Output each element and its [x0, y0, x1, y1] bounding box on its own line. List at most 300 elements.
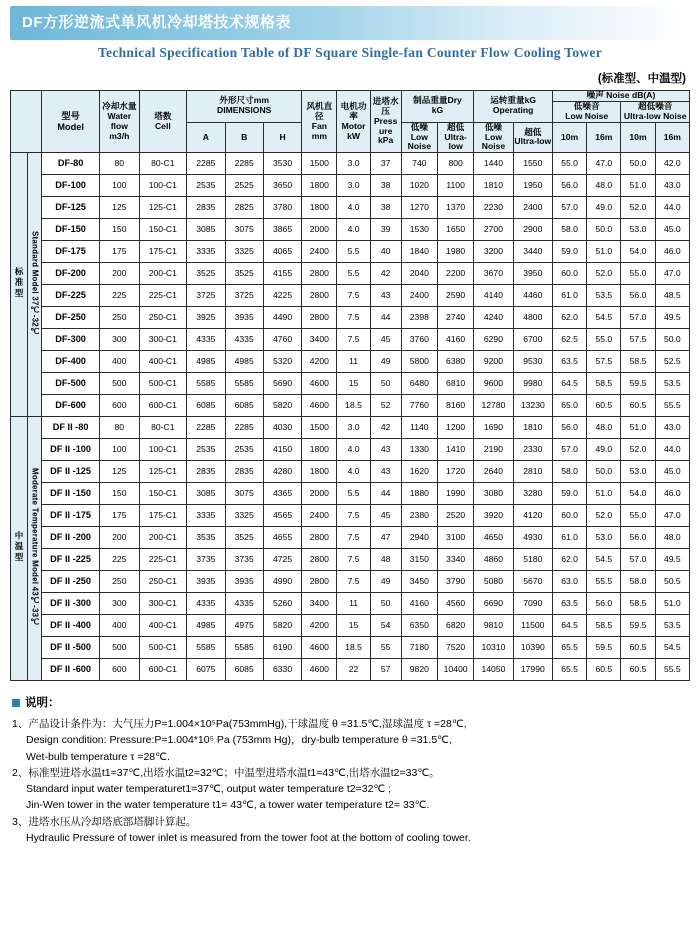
cell-motor-power: 7.5: [337, 329, 370, 351]
cell-op-low-noise: 3200: [474, 241, 513, 263]
cell-fan-diameter: 1800: [302, 461, 337, 483]
cell-dim-h: 5820: [263, 615, 301, 637]
table-row: [11, 329, 690, 351]
cell-inlet-pressure: 45: [370, 329, 401, 351]
cell-noise-ultra-10m: 60.5: [621, 637, 655, 659]
cell-noise-low-16m: 60.5: [587, 659, 621, 681]
cell-fan-diameter: 1800: [302, 197, 337, 219]
table-row: [11, 197, 690, 219]
cell-op-low-noise: 4860: [474, 549, 513, 571]
cell-noise-low-16m: 50.0: [587, 219, 621, 241]
cell-dim-a: 6075: [187, 659, 225, 681]
cell-noise-ultra-16m: 45.0: [655, 219, 689, 241]
cell-fan-diameter: 4600: [302, 659, 337, 681]
cell-op-low-noise: 4140: [474, 285, 513, 307]
table-row: [11, 351, 690, 373]
cell-noise-ultra-10m: 50.0: [621, 153, 655, 175]
cell-model: DF II -600: [42, 659, 100, 681]
cell-op-ultra-low: 1950: [513, 175, 552, 197]
cell-model: DF-100: [42, 175, 100, 197]
cell-noise-low-10m: 62.0: [553, 307, 587, 329]
cell-noise-ultra-10m: 55.0: [621, 263, 655, 285]
cell-model: DF-250: [42, 307, 100, 329]
cell-noise-ultra-10m: 57.0: [621, 549, 655, 571]
cell-dry-ultra-low: 7520: [437, 637, 473, 659]
cell-noise-low-16m: 54.5: [587, 549, 621, 571]
cell-op-low-noise: 14050: [474, 659, 513, 681]
cell-noise-low-10m: 64.5: [553, 373, 587, 395]
cell-op-low-noise: 1810: [474, 175, 513, 197]
header-op-low: 低噪 Low Noise: [474, 122, 513, 153]
cell-fan-diameter: 1500: [302, 417, 337, 439]
cell-fan-diameter: 1800: [302, 439, 337, 461]
cell-noise-ultra-10m: 51.0: [621, 175, 655, 197]
cell-dim-a: 3335: [187, 241, 225, 263]
table-row: [11, 153, 690, 175]
cell-inlet-pressure: 49: [370, 571, 401, 593]
cell-dim-h: 4990: [263, 571, 301, 593]
cell-dry-ultra-low: 8160: [437, 395, 473, 417]
cell-noise-ultra-10m: 57.5: [621, 329, 655, 351]
cell-noise-ultra-10m: 57.0: [621, 307, 655, 329]
cell-dim-h: 3780: [263, 197, 301, 219]
cell-model: DF-225: [42, 285, 100, 307]
table-row: [11, 527, 690, 549]
cell-dim-h: 5320: [263, 351, 301, 373]
note-line: Wet-bulb temperature τ =28℃.: [26, 750, 170, 763]
cell-dim-a: 5585: [187, 637, 225, 659]
cell-noise-ultra-16m: 54.5: [655, 637, 689, 659]
cell-noise-low-16m: 58.5: [587, 373, 621, 395]
cell-dry-ultra-low: 3100: [437, 527, 473, 549]
cell-noise-ultra-16m: 50.0: [655, 329, 689, 351]
cell-inlet-pressure: 52: [370, 395, 401, 417]
cell-water-flow: 125: [100, 461, 139, 483]
cell-water-flow: 500: [100, 373, 139, 395]
cell-noise-ultra-16m: 43.0: [655, 175, 689, 197]
cell-motor-power: 11: [337, 593, 370, 615]
cell-op-ultra-low: 13230: [513, 395, 552, 417]
cell-dim-b: 3935: [225, 571, 263, 593]
cell-dry-ultra-low: 6820: [437, 615, 473, 637]
cell-cell: 225-C1: [139, 285, 187, 307]
cell-dry-low-noise: 7760: [401, 395, 437, 417]
table-row: [11, 659, 690, 681]
cell-dim-b: 3075: [225, 219, 263, 241]
cell-op-low-noise: 6290: [474, 329, 513, 351]
header-cell: 塔数 Cell: [139, 91, 187, 153]
cell-motor-power: 15: [337, 615, 370, 637]
header-noise-ultra-10m: 10m: [621, 122, 655, 153]
cell-dim-b: 3735: [225, 549, 263, 571]
cell-noise-ultra-16m: 44.0: [655, 197, 689, 219]
header-op-ultra: 超低 Ultra-low: [513, 122, 552, 153]
cell-dry-low-noise: 2398: [401, 307, 437, 329]
cell-dry-low-noise: 1330: [401, 439, 437, 461]
header-noise-low-16m: 16m: [587, 122, 621, 153]
table-row: [11, 615, 690, 637]
cell-cell: 400-C1: [139, 351, 187, 373]
cell-motor-power: 7.5: [337, 307, 370, 329]
cell-fan-diameter: 2800: [302, 285, 337, 307]
cell-dry-ultra-low: 1370: [437, 197, 473, 219]
cell-noise-ultra-10m: 59.5: [621, 615, 655, 637]
cell-water-flow: 500: [100, 637, 139, 659]
cell-dim-a: 5585: [187, 373, 225, 395]
group-label-en: Moderate Temperature Model 43℃-33℃: [27, 417, 42, 681]
cell-dim-b: 3525: [225, 527, 263, 549]
cell-motor-power: 3.0: [337, 175, 370, 197]
cell-dry-low-noise: 3150: [401, 549, 437, 571]
cell-dry-ultra-low: 1990: [437, 483, 473, 505]
cell-cell: 500-C1: [139, 373, 187, 395]
cell-dry-ultra-low: 1410: [437, 439, 473, 461]
cell-inlet-pressure: 37: [370, 153, 401, 175]
cell-model: DF-400: [42, 351, 100, 373]
cell-model: DF II -300: [42, 593, 100, 615]
cell-dim-a: 3925: [187, 307, 225, 329]
header-model: 型号 Model: [42, 91, 100, 153]
table-row: [11, 417, 690, 439]
cell-inlet-pressure: 43: [370, 461, 401, 483]
cell-inlet-pressure: 40: [370, 241, 401, 263]
cell-fan-diameter: 4200: [302, 615, 337, 637]
cell-dry-ultra-low: 2200: [437, 263, 473, 285]
cell-inlet-pressure: 43: [370, 439, 401, 461]
cell-inlet-pressure: 50: [370, 373, 401, 395]
cell-noise-low-16m: 47.0: [587, 153, 621, 175]
header-noise-low-10m: 10m: [553, 122, 587, 153]
cell-noise-low-16m: 60.5: [587, 395, 621, 417]
cell-fan-diameter: 1500: [302, 153, 337, 175]
cell-motor-power: 7.5: [337, 505, 370, 527]
cell-dim-a: 3725: [187, 285, 225, 307]
cell-dim-a: 2535: [187, 175, 225, 197]
cell-dry-low-noise: 6480: [401, 373, 437, 395]
cell-op-ultra-low: 2810: [513, 461, 552, 483]
cell-model: DF II -175: [42, 505, 100, 527]
cell-dry-low-noise: 1840: [401, 241, 437, 263]
header-motor-power: 电机功率 Motor kW: [337, 91, 370, 153]
cell-op-low-noise: 2190: [474, 439, 513, 461]
table-row: [11, 439, 690, 461]
cell-fan-diameter: 2800: [302, 571, 337, 593]
cell-op-low-noise: 4650: [474, 527, 513, 549]
cell-inlet-pressure: 42: [370, 417, 401, 439]
cell-dim-a: 3085: [187, 219, 225, 241]
cell-noise-ultra-10m: 53.0: [621, 219, 655, 241]
cell-noise-ultra-16m: 45.0: [655, 461, 689, 483]
cell-dim-h: 4565: [263, 505, 301, 527]
cell-motor-power: 22: [337, 659, 370, 681]
cell-dim-a: 3525: [187, 263, 225, 285]
cell-motor-power: 7.5: [337, 285, 370, 307]
cell-water-flow: 250: [100, 571, 139, 593]
cell-cell: 80-C1: [139, 417, 187, 439]
cell-inlet-pressure: 44: [370, 483, 401, 505]
table-body: [11, 153, 690, 681]
cell-model: DF II -100: [42, 439, 100, 461]
cell-dim-h: 5260: [263, 593, 301, 615]
cell-inlet-pressure: 42: [370, 263, 401, 285]
cell-noise-ultra-10m: 53.0: [621, 461, 655, 483]
cell-motor-power: 7.5: [337, 527, 370, 549]
cell-dry-low-noise: 4160: [401, 593, 437, 615]
cell-noise-low-16m: 52.0: [587, 505, 621, 527]
cell-dim-b: 4335: [225, 329, 263, 351]
cell-noise-ultra-16m: 48.5: [655, 285, 689, 307]
cell-fan-diameter: 2000: [302, 483, 337, 505]
cell-noise-low-16m: 55.0: [587, 329, 621, 351]
cell-motor-power: 15: [337, 373, 370, 395]
cell-op-low-noise: 2230: [474, 197, 513, 219]
cell-noise-ultra-16m: 50.5: [655, 571, 689, 593]
cell-noise-low-10m: 55.0: [553, 153, 587, 175]
cell-dry-ultra-low: 1720: [437, 461, 473, 483]
cell-op-ultra-low: 6700: [513, 329, 552, 351]
cell-noise-low-16m: 48.0: [587, 417, 621, 439]
cell-motor-power: 11: [337, 351, 370, 373]
cell-cell: 100-C1: [139, 439, 187, 461]
cell-model: DF-300: [42, 329, 100, 351]
cell-dim-h: 6190: [263, 637, 301, 659]
cell-dry-ultra-low: 10400: [437, 659, 473, 681]
cell-dim-a: 3935: [187, 571, 225, 593]
cell-cell: 200-C1: [139, 263, 187, 285]
cell-inlet-pressure: 39: [370, 219, 401, 241]
cell-noise-low-10m: 64.5: [553, 615, 587, 637]
cell-dim-b: 3325: [225, 241, 263, 263]
cell-op-ultra-low: 7090: [513, 593, 552, 615]
cell-dim-a: 3085: [187, 483, 225, 505]
cell-fan-diameter: 2800: [302, 263, 337, 285]
cell-op-low-noise: 9810: [474, 615, 513, 637]
cell-dry-ultra-low: 4560: [437, 593, 473, 615]
cell-noise-low-16m: 51.0: [587, 241, 621, 263]
cell-op-low-noise: 9600: [474, 373, 513, 395]
cell-noise-ultra-16m: 51.0: [655, 593, 689, 615]
cell-noise-ultra-16m: 48.0: [655, 527, 689, 549]
cell-dim-b: 5585: [225, 637, 263, 659]
cell-water-flow: 400: [100, 615, 139, 637]
cell-noise-ultra-16m: 46.0: [655, 483, 689, 505]
cell-noise-low-16m: 51.0: [587, 483, 621, 505]
cell-op-low-noise: 1440: [474, 153, 513, 175]
table-row: [11, 395, 690, 417]
cell-fan-diameter: 3400: [302, 593, 337, 615]
cell-dim-b: 2285: [225, 417, 263, 439]
cell-dry-low-noise: 1020: [401, 175, 437, 197]
cell-inlet-pressure: 45: [370, 505, 401, 527]
page-title-en: Technical Specification Table of DF Square Single-fan Counter Flow Cooling Tower: [97, 45, 603, 60]
cell-fan-diameter: 2800: [302, 307, 337, 329]
cell-dim-h: 4365: [263, 483, 301, 505]
cell-op-low-noise: 3920: [474, 505, 513, 527]
cell-op-ultra-low: 2400: [513, 197, 552, 219]
cell-dim-a: 4985: [187, 615, 225, 637]
cell-dry-low-noise: 7180: [401, 637, 437, 659]
cell-noise-ultra-10m: 52.0: [621, 439, 655, 461]
cell-water-flow: 300: [100, 329, 139, 351]
cell-dry-low-noise: 3450: [401, 571, 437, 593]
cell-op-ultra-low: 2900: [513, 219, 552, 241]
cell-water-flow: 100: [100, 439, 139, 461]
cell-model: DF-150: [42, 219, 100, 241]
cell-dry-ultra-low: 2590: [437, 285, 473, 307]
notes-list: [12, 716, 690, 846]
cell-noise-ultra-10m: 60.5: [621, 659, 655, 681]
cell-noise-low-10m: 59.0: [553, 241, 587, 263]
note-line: 3、进塔水压从冷却塔底部塔脚计算起。: [12, 815, 197, 828]
cell-inlet-pressure: 43: [370, 285, 401, 307]
cell-dry-low-noise: 9820: [401, 659, 437, 681]
cell-dim-h: 4225: [263, 285, 301, 307]
cell-water-flow: 600: [100, 395, 139, 417]
cell-noise-low-10m: 59.0: [553, 483, 587, 505]
cell-noise-ultra-16m: 43.0: [655, 417, 689, 439]
cell-dim-b: 3725: [225, 285, 263, 307]
cell-cell: 125-C1: [139, 461, 187, 483]
cell-op-low-noise: 9200: [474, 351, 513, 373]
cell-noise-ultra-16m: 46.0: [655, 241, 689, 263]
cell-noise-low-16m: 49.0: [587, 439, 621, 461]
table-row: [11, 373, 690, 395]
cell-noise-ultra-10m: 55.0: [621, 505, 655, 527]
cell-water-flow: 300: [100, 593, 139, 615]
cell-noise-low-16m: 56.0: [587, 593, 621, 615]
cell-cell: 225-C1: [139, 549, 187, 571]
table-row: [11, 307, 690, 329]
cell-noise-low-10m: 61.0: [553, 285, 587, 307]
cell-dim-h: 3650: [263, 175, 301, 197]
header-noise-low: 低噪音 Low Noise: [553, 101, 621, 122]
cell-noise-ultra-16m: 55.5: [655, 659, 689, 681]
cell-noise-ultra-16m: 49.5: [655, 549, 689, 571]
cell-dry-low-noise: 2380: [401, 505, 437, 527]
cell-op-ultra-low: 4930: [513, 527, 552, 549]
group-label-cn: 标准型: [11, 153, 28, 417]
cell-dim-b: 3325: [225, 505, 263, 527]
cell-dry-low-noise: 5800: [401, 351, 437, 373]
cell-dim-a: 4335: [187, 593, 225, 615]
cell-op-ultra-low: 3950: [513, 263, 552, 285]
cell-dry-low-noise: 2040: [401, 263, 437, 285]
cell-noise-low-16m: 52.0: [587, 263, 621, 285]
cell-noise-low-16m: 50.0: [587, 461, 621, 483]
header-noise: 噪声 Noise dB(A): [553, 91, 690, 102]
cell-dim-h: 6330: [263, 659, 301, 681]
cell-inlet-pressure: 50: [370, 593, 401, 615]
cell-model: DF II -150: [42, 483, 100, 505]
cell-op-ultra-low: 1550: [513, 153, 552, 175]
type-note: (标准型、中温型): [597, 73, 686, 85]
cell-noise-low-10m: 63.0: [553, 571, 587, 593]
cell-dim-b: 2835: [225, 461, 263, 483]
cell-model: DF-600: [42, 395, 100, 417]
cell-dry-ultra-low: 2740: [437, 307, 473, 329]
cell-fan-diameter: 2800: [302, 527, 337, 549]
cell-model: DF-125: [42, 197, 100, 219]
cell-noise-ultra-10m: 58.0: [621, 571, 655, 593]
cell-noise-low-16m: 55.5: [587, 571, 621, 593]
cell-inlet-pressure: 44: [370, 307, 401, 329]
cell-water-flow: 80: [100, 417, 139, 439]
cell-dry-low-noise: 3760: [401, 329, 437, 351]
cell-noise-ultra-10m: 58.5: [621, 593, 655, 615]
cell-dim-b: 4985: [225, 351, 263, 373]
cell-noise-low-16m: 58.5: [587, 615, 621, 637]
header-noise-ultra-16m: 16m: [655, 122, 689, 153]
cell-noise-low-10m: 62.0: [553, 549, 587, 571]
header-dry-weight: 制品重量Dry kG: [401, 91, 474, 123]
cell-cell: 80-C1: [139, 153, 187, 175]
cell-dry-low-noise: 6350: [401, 615, 437, 637]
cell-dim-a: 2835: [187, 461, 225, 483]
cell-dry-ultra-low: 3790: [437, 571, 473, 593]
cell-op-low-noise: 6690: [474, 593, 513, 615]
cell-noise-low-16m: 57.5: [587, 351, 621, 373]
cell-motor-power: 4.0: [337, 219, 370, 241]
cell-fan-diameter: 3400: [302, 329, 337, 351]
cell-dim-b: 2535: [225, 439, 263, 461]
cell-dry-ultra-low: 3340: [437, 549, 473, 571]
cell-noise-ultra-10m: 56.0: [621, 527, 655, 549]
cell-cell: 300-C1: [139, 329, 187, 351]
cell-noise-ultra-10m: 54.0: [621, 483, 655, 505]
cell-dry-low-noise: 1140: [401, 417, 437, 439]
cell-cell: 175-C1: [139, 241, 187, 263]
cell-noise-ultra-10m: 60.5: [621, 395, 655, 417]
cell-noise-ultra-10m: 58.5: [621, 351, 655, 373]
cell-noise-ultra-16m: 44.0: [655, 439, 689, 461]
cell-dry-low-noise: 1270: [401, 197, 437, 219]
table-row: [11, 285, 690, 307]
cell-model: DF II -125: [42, 461, 100, 483]
cell-dim-h: 4065: [263, 241, 301, 263]
cell-dim-h: 4490: [263, 307, 301, 329]
cell-water-flow: 175: [100, 505, 139, 527]
notes-section: [10, 695, 690, 846]
cell-inlet-pressure: 38: [370, 197, 401, 219]
cell-dry-ultra-low: 1100: [437, 175, 473, 197]
cell-cell: 200-C1: [139, 527, 187, 549]
cell-noise-ultra-16m: 49.5: [655, 307, 689, 329]
cell-noise-low-10m: 65.5: [553, 659, 587, 681]
cell-dry-ultra-low: 1980: [437, 241, 473, 263]
cell-fan-diameter: 4600: [302, 395, 337, 417]
cell-dim-a: 4985: [187, 351, 225, 373]
cell-dim-a: 4335: [187, 329, 225, 351]
page-title-cn: DF方形逆流式单风机冷却塔技术规格表: [22, 14, 291, 31]
group-label-en: Standard Model 37℃-32℃: [27, 153, 42, 417]
cell-noise-low-10m: 57.0: [553, 439, 587, 461]
cell-noise-low-10m: 60.0: [553, 505, 587, 527]
cell-dim-a: 6085: [187, 395, 225, 417]
note-line: Design condition: Pressure:P=1.004*10⁵ Pa (753mm Hg)，dry-bulb temperature θ =31.5℃,: [26, 734, 452, 747]
cell-model: DF-80: [42, 153, 100, 175]
cell-op-ultra-low: 5180: [513, 549, 552, 571]
header-dim-b: B: [225, 122, 263, 153]
cell-noise-ultra-10m: 59.5: [621, 373, 655, 395]
cell-water-flow: 150: [100, 219, 139, 241]
note-line: 2、标准型进塔水温t1=37℃,出塔水温t2=32℃；中温型进塔水温t1=43℃,出塔水温t2=33℃。: [12, 766, 440, 779]
cell-noise-low-10m: 56.0: [553, 417, 587, 439]
cell-model: DF II -80: [42, 417, 100, 439]
table-row: [11, 571, 690, 593]
cell-cell: 175-C1: [139, 505, 187, 527]
cell-dim-h: 4030: [263, 417, 301, 439]
table-header: [11, 91, 690, 153]
